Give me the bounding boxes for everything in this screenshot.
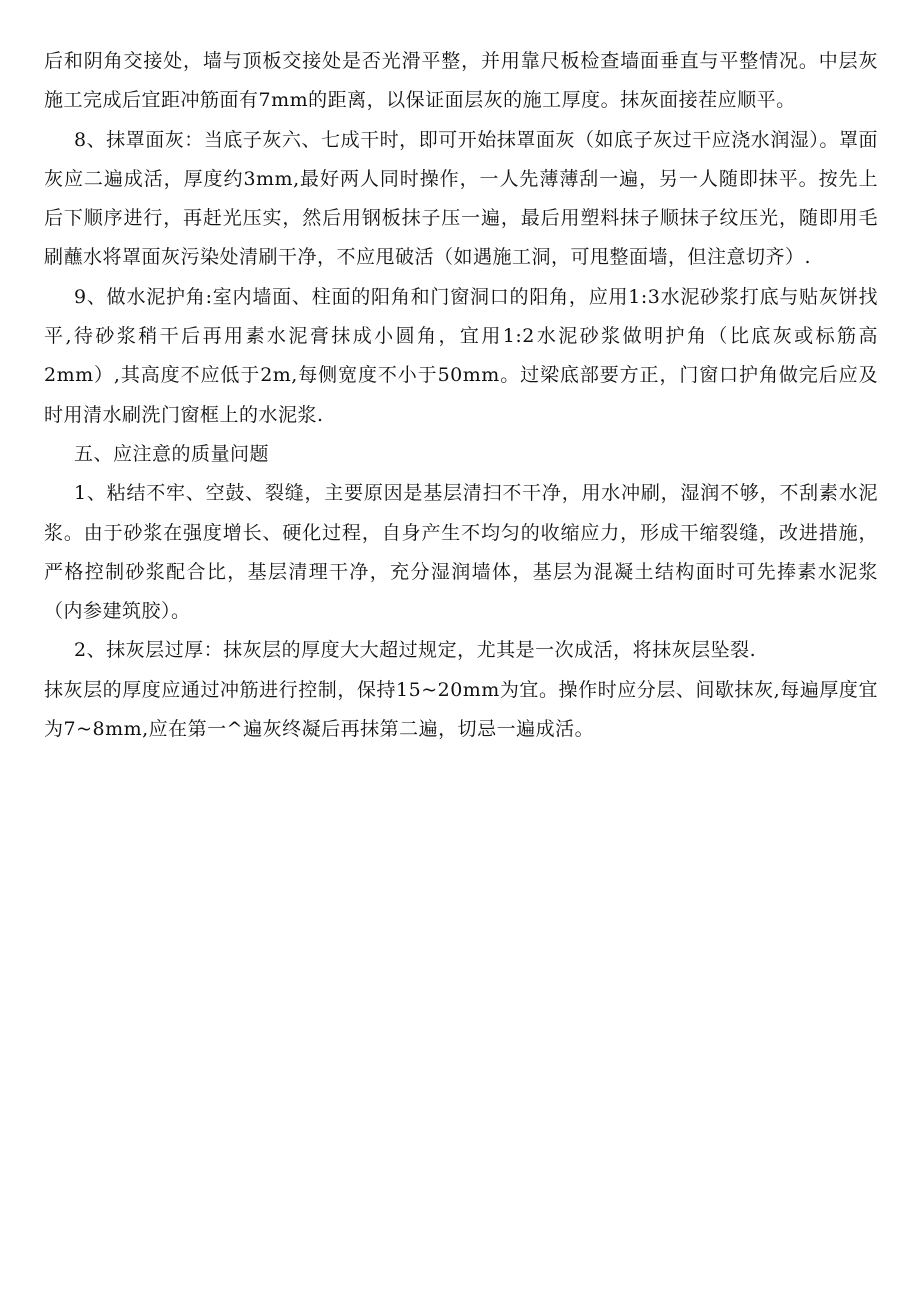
- paragraph-item-8-finish-coat: 8、抹罩面灰：当底子灰六、七成干时，即可开始抹罩面灰（如底子灰过干应浇水润湿）。罩面灰应二遍成活，厚度约3mm,最好两人同时操作，一人先薄薄刮一遍，另一人随即抹平。按先上后下顺序进行，再赶光压实，然后用钢板抹子压一遍，最后用塑料抹子顺抹子纹压光，随即用毛刷蘸水将罩面灰污染处清刷干净，不应甩破活（如遇施工洞，可甩整面墙，但注意切齐）.: [44, 128, 878, 269]
- paragraph-continuation: 后和阴角交接处，墙与顶板交接处是否光滑平整，并用靠尺板检查墙面垂直与平整情况。中层灰施工完成后宜距冲筋面有7mm的距离，以保证面层灰的施工厚度。抹灰面接茬应顺平。: [44, 50, 878, 112]
- paragraph-item-9-corner-protection: 9、做水泥护角:室内墙面、柱面的阳角和门窗洞口的阳角，应用1:3水泥砂浆打底与贴灰饼找平,待砂浆稍干后再用素水泥膏抹成小圆角，宜用1:2水泥砂浆做明护角（比底灰或标筋高2mm）,其高度不应低于2m,每侧宽度不小于50mm。过梁底部要方正，门窗口护角做完后应及时用清水刷洗门窗框上的水泥浆.: [44, 285, 878, 426]
- paragraph-thickness-control: 抹灰层的厚度应通过冲筋进行控制，保持15~20mm为宜。操作时应分层、间歇抹灰,每遍厚度宜为7~8mm,应在第一^遍灰终凝后再抹第二遍，切忌一遍成活。: [44, 678, 878, 741]
- section-heading-quality-issues: 五、应注意的质量问题: [74, 442, 270, 465]
- paragraph-issue-1-bonding: 1、粘结不牢、空鼓、裂缝，主要原因是基层清扫不干净，用水冲刷，湿润不够，不刮素水泥浆。由于砂浆在强度增长、硬化过程，自身产生不均匀的收缩应力，形成干缩裂缝，改进措施，严格控制砂浆配合比，基层清理干净，充分湿润墙体，基层为混凝土结构面时可先捧素水泥浆（内参建筑胶）。: [44, 482, 878, 623]
- document-body: [44, 42, 878, 749]
- paragraph-issue-2-thickness: 2、抹灰层过厚：抹灰层的厚度大大超过规定，尤其是一次成活，将抹灰层坠裂.: [74, 639, 757, 662]
